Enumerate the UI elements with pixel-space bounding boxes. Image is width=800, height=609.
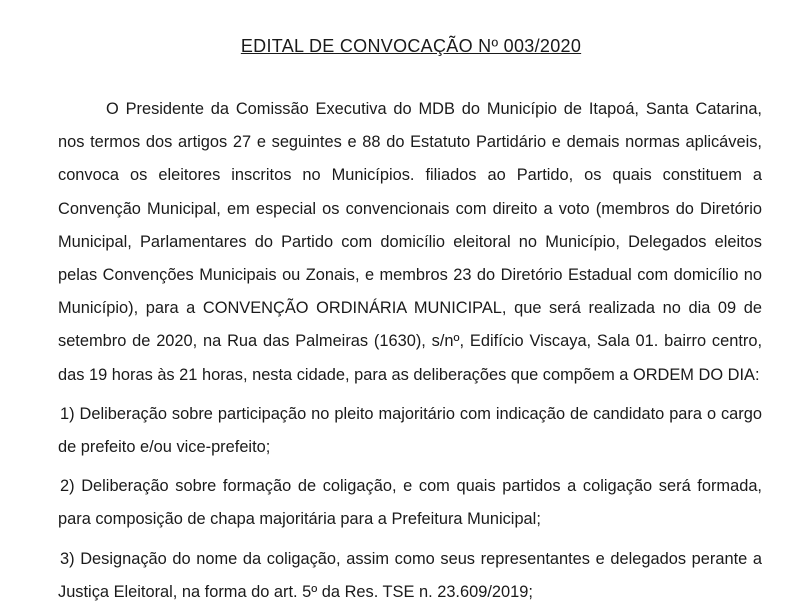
agenda-item	[58, 398, 762, 464]
agenda-item-text: Designação do nome da coligação, assim como seus representantes e delegados perante a Justiça Eleitoral, na forma do art. 5º da Res. TSE n. 23.609/2019;	[58, 549, 762, 601]
document-title: EDITAL DE CONVOCAÇÃO Nº 003/2020	[240, 36, 582, 56]
agenda-item	[58, 470, 762, 536]
agenda-item	[58, 543, 762, 609]
intro-paragraph: O Presidente da Comissão Executiva do MDB do Município de Itapoá, Santa Catarina, nos termos dos artigos 27 e seguintes e 88 do Estatuto Partidário e demais normas aplicáveis, convoca os eleitores inscritos no Municípios. filiados ao Partido, os quais constituem a Convenção Municipal, em especial os convencionais com direito a voto (membros do Diretório Municipal, Parlamentares do Partido com domicílio eleitoral no Município, Delegados eleitos pelas Convenções Municipais ou Zonais, e membros 23 do Diretório Estadual com domicílio no Município), para a CONVENÇÃO ORDINÁRIA MUNICIPAL, que será realizada no dia 09 de setembro de 2020, na Rua das Palmeiras (1630), s/nº, Edifício Viscaya, Sala 01. bairro centro, das 19 horas às 21 horas, nesta cidade, para as deliberações que compõem a ORDEM DO DIA:	[58, 100, 762, 384]
agenda-item-text: Deliberação sobre participação no pleito majoritário com indicação de candidato para o cargo de prefeito e/ou vice-prefeito;	[58, 404, 762, 457]
agenda-item-number: 2)	[60, 477, 75, 496]
agenda-item-number: 1)	[60, 404, 75, 423]
agenda-list	[58, 398, 762, 609]
agenda-item-number: 3)	[60, 549, 75, 568]
document-body	[58, 93, 762, 609]
agenda-item-text: Deliberação sobre formação de coligação, e com quais partidos a coligação será formada, para composição de chapa majoritária para a Prefeitura Municipal;	[58, 477, 762, 529]
